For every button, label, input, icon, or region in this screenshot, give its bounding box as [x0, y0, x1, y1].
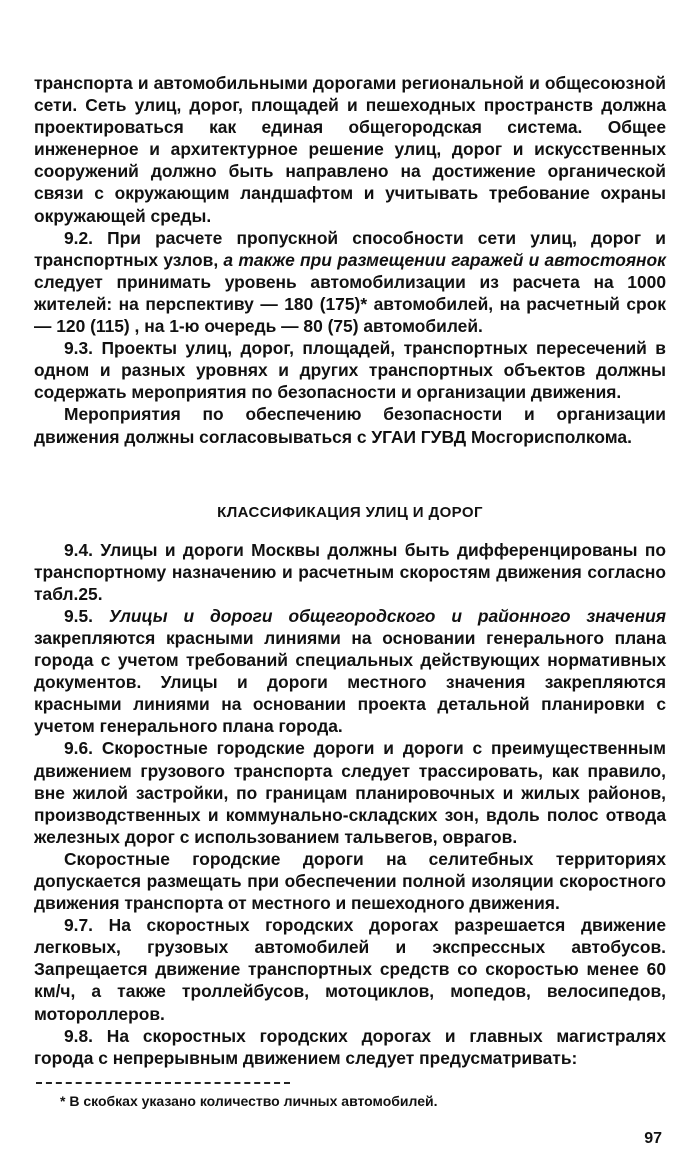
paragraph-9-6 [34, 737, 666, 847]
footnote-divider [36, 1082, 290, 1084]
paragraph-9-5 [34, 605, 666, 738]
paragraph-number: 9.7. [64, 915, 94, 936]
paragraph-text: При расчете пропускной способности сети улиц, дорог и транспортных узлов, [34, 227, 666, 270]
paragraph-text: Скоростные городские дороги и дороги с преимущественным движением грузового транспорта следует трассировать, как правило, вне жилой застройки, по границам планировочных и жилых районов, производственных и коммунально-складских зон, вдоль полос отвода железных дорог с использованием тальвегов, оврагов. [34, 738, 666, 847]
page-number: 97 [644, 1130, 662, 1147]
paragraph-number: 9.4. [64, 539, 94, 560]
paragraph-intro: транспорта и автомобильными дорогами региональной и общесоюзной сети. Сеть улиц, дорог, площадей и пешеходных пространств должна проектироваться как единая общегородская система. Общее инженерное и архитектурное решение улиц, дорог и искусственных сооружений должно быть направлено на достижение органической связи с окружающим ландшафтом и учитывать требование охраны окружающей среды. [34, 73, 666, 226]
paragraph-9-6-continued: Скоростные городские дороги на селитебных территориях допускается размещать при обеспечении полной изоляции скоростного движения транспорта от местного и пешеходного движения. [34, 848, 666, 914]
paragraph-9-2 [34, 227, 666, 337]
paragraph-text: На скоростных городских дорогах разрешается движение легковых, грузовых автомобилей и экспрессных автобусов. Запрещается движение транспортных средств со скоростью менее 60 км/ч, а также троллейбусов, мотоциклов, мопедов, велосипедов, мотороллеров. [34, 915, 666, 1024]
paragraph-9-4 [34, 539, 666, 605]
paragraph-text: следует принимать уровень автомобилизации из расчета на 1000 жителей: на перспективу — 180 (175)* автомобилей, на расчетный срок — 120 (115) , на 1-ю очередь — 80 (75) автомобилей. [34, 271, 666, 337]
footnote: * В скобках указано количество личных автомобилей. [60, 1093, 438, 1109]
section-title: КЛАССИФИКАЦИЯ УЛИЦ И ДОРОГ [217, 503, 483, 521]
paragraph-9-8 [34, 1025, 666, 1069]
paragraph-number: 9.8. [64, 1025, 94, 1046]
paragraph-9-3 [34, 337, 666, 403]
paragraph-number: 9.5. [64, 605, 94, 626]
paragraph-number: 9.6. [64, 738, 94, 759]
paragraph-number: 9.3. [64, 338, 94, 359]
paragraph-italic-text: а также при размещении гаражей и автостоянок [223, 249, 666, 270]
paragraph-number: 9.2. [64, 227, 94, 248]
paragraph-text: На скоростных городских дорогах и главных магистралях города с непрерывным движением следует предусматривать: [34, 1025, 666, 1068]
paragraph-9-3-continued: Мероприятия по обеспечению безопасности и организации движения должны согласовываться с УГАИ ГУВД Мосгорисполкома. [34, 404, 666, 447]
page-body [34, 72, 666, 1069]
paragraph-italic-text: Улицы и дороги общегородского и районного значения [93, 605, 666, 626]
paragraph-text: закрепляются красными линиями на основании генерального плана города с учетом требований специальных действующих нормативных документов. Улицы и дороги местного значения закрепляются красными линиями на основании проекта детальной планировки с учетом генерального плана города. [34, 627, 666, 737]
paragraph-text: Проекты улиц, дорог, площадей, транспортных пересечений в одном и разных уровнях и других транспортных объектов должны содержать мероприятия по безопасности и организации движения. [34, 338, 666, 403]
paragraph-text: Улицы и дороги Москвы должны быть дифференцированы по транспортному назначению и расчетным скоростям движения согласно табл.25. [34, 539, 666, 604]
paragraph-9-7 [34, 914, 666, 1024]
